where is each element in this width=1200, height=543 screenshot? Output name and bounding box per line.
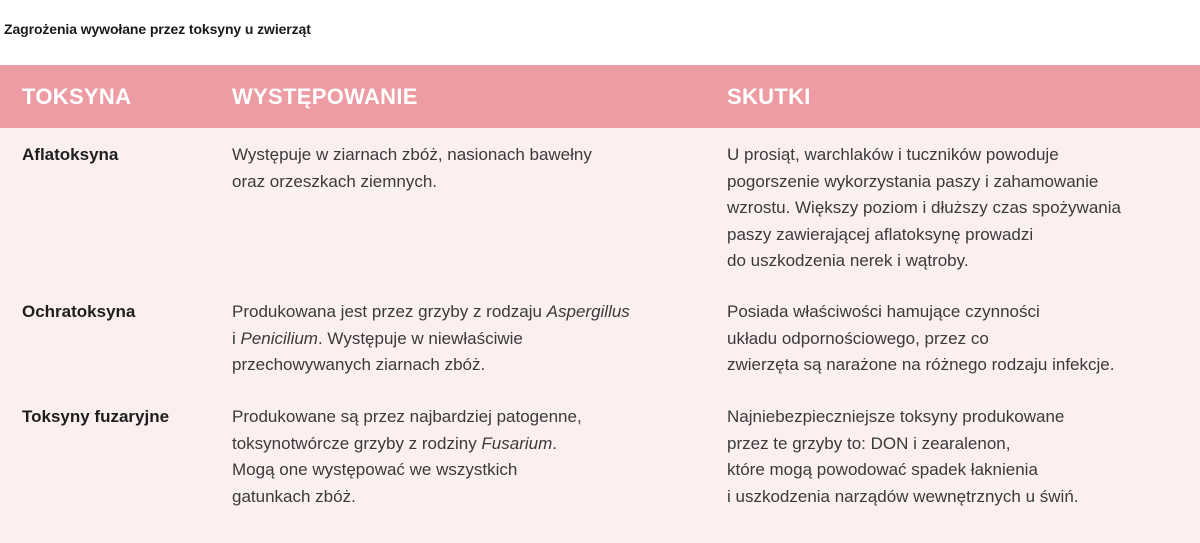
header-occurrence: WYSTĘPOWANIE bbox=[232, 84, 418, 109]
cell-line bbox=[232, 169, 592, 196]
toxin-name: Toksyny fuzaryjne bbox=[22, 407, 170, 426]
text-segment: układu odpornościowego, przez co bbox=[727, 328, 989, 348]
text-segment: gatunkach zbóż. bbox=[232, 486, 356, 506]
cell-line bbox=[727, 169, 1121, 196]
cell-line bbox=[727, 326, 1114, 353]
text-segment: Mogą one występować we wszystkich bbox=[232, 460, 518, 479]
effects-cell bbox=[727, 142, 1121, 275]
effects-cell bbox=[727, 299, 1114, 379]
cell-line bbox=[727, 404, 1079, 431]
text-segment: oraz orzeszkach ziemnych. bbox=[232, 171, 438, 191]
cell-line bbox=[727, 248, 1121, 275]
occurrence-cell bbox=[232, 299, 630, 379]
cell-line bbox=[232, 457, 582, 484]
cell-line bbox=[232, 142, 592, 169]
text-segment: i bbox=[232, 328, 241, 348]
text-segment: i uszkodzenia narządów wewnętrznych u świń. bbox=[727, 486, 1079, 506]
occurrence-cell bbox=[232, 404, 582, 510]
header-toxin: TOKSYNA bbox=[22, 84, 132, 109]
cell-line bbox=[232, 299, 630, 326]
effects-cell bbox=[727, 404, 1079, 510]
cell-line bbox=[727, 142, 1121, 169]
text-segment: które mogą powodować spadek łaknienia bbox=[727, 460, 1038, 479]
text-segment: Produkowane są przez najbardziej patogenne, bbox=[232, 407, 582, 426]
text-segment: do uszkodzenia nerek i wątroby. bbox=[727, 251, 969, 270]
text-segment: toksynotwórcze grzyby z rodziny bbox=[232, 433, 482, 453]
cell-line bbox=[727, 195, 1121, 222]
cell-line bbox=[232, 484, 582, 511]
occurrence-cell bbox=[232, 142, 592, 195]
toxin-name: Aflatoksyna bbox=[22, 145, 119, 164]
text-segment: Posiada właściwości hamujące czynności bbox=[727, 302, 1040, 321]
text-segment: przez te grzyby to: DON i zearalenon, bbox=[727, 433, 1011, 453]
text-segment: Produkowana jest przez grzyby z rodzaju bbox=[232, 302, 547, 321]
text-segment: Najniebezpieczniejsze toksyny produkowane bbox=[727, 407, 1065, 426]
page-title: Zagrożenia wywołane przez toksyny u zwierząt bbox=[4, 21, 311, 37]
cell-line bbox=[727, 457, 1079, 484]
table-header bbox=[0, 65, 1200, 128]
cell-line bbox=[727, 352, 1114, 379]
cell-line bbox=[727, 299, 1114, 326]
toxin-name: Ochratoksyna bbox=[22, 302, 136, 321]
toxin-table bbox=[0, 65, 1200, 543]
text-segment: przechowywanych ziarnach zbóż. bbox=[232, 355, 486, 374]
text-segment: wzrostu. Większy poziom i dłuższy czas spożywania bbox=[727, 198, 1121, 217]
cell-line bbox=[727, 431, 1079, 458]
text-segment: paszy zawierającej aflatoksynę prowadzi bbox=[727, 224, 1034, 244]
text-segment: U prosiąt, warchlaków i tuczników powoduje bbox=[727, 145, 1059, 164]
italic-term: Aspergillus bbox=[546, 302, 630, 321]
cell-line bbox=[232, 326, 630, 353]
cell-line bbox=[232, 431, 582, 458]
cell-line bbox=[232, 352, 630, 379]
text-segment: Występuje w ziarnach zbóż, nasionach bawełny bbox=[232, 145, 592, 164]
cell-line bbox=[727, 222, 1121, 249]
text-segment: zwierzęta są narażone na różnego rodzaju infekcje. bbox=[727, 355, 1115, 374]
text-segment: . Występuje w niewłaściwie bbox=[317, 328, 523, 348]
text-segment: pogorszenie wykorzystania paszy i zahamowanie bbox=[727, 171, 1099, 191]
italic-term: Penicilium bbox=[240, 328, 318, 348]
cell-line bbox=[232, 404, 582, 431]
italic-term: Fusarium bbox=[481, 433, 553, 453]
cell-line bbox=[727, 484, 1079, 511]
text-segment: . bbox=[552, 433, 558, 453]
header-effects: SKUTKI bbox=[727, 84, 811, 109]
